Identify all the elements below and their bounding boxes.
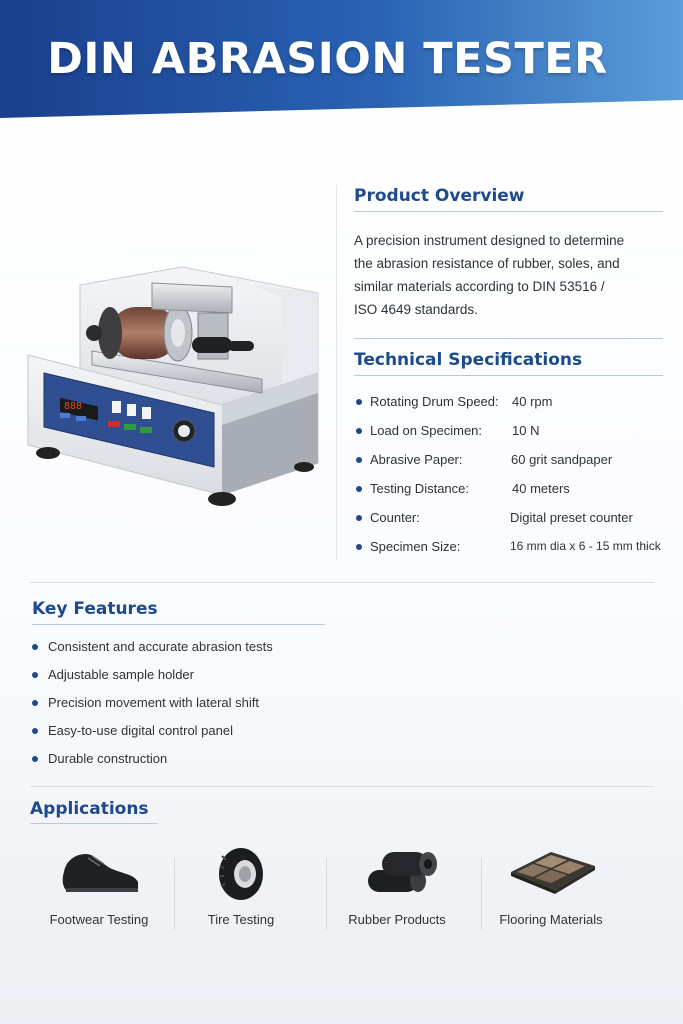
overview-line: similar materials according to DIN 53516 /	[354, 279, 605, 294]
section-divider	[30, 582, 654, 583]
application-flooring	[476, 842, 626, 942]
application-label: Flooring Materials	[499, 912, 603, 927]
spec-row	[356, 479, 671, 508]
header-banner	[0, 0, 683, 120]
bullet-icon	[32, 756, 38, 762]
spec-value: 10 N	[512, 423, 540, 438]
features-rule	[32, 624, 325, 625]
bullet-icon	[356, 457, 362, 463]
abrasion-tester-image	[22, 255, 328, 517]
overview-heading: Product Overview	[354, 186, 525, 206]
bullet-icon	[356, 428, 362, 434]
spec-row	[356, 537, 671, 566]
spec-row	[356, 450, 671, 479]
feature-text: Durable construction	[48, 751, 168, 766]
spec-value: Digital preset counter	[510, 510, 633, 525]
spec-value: 40 rpm	[512, 394, 553, 409]
spec-value: 60 grit sandpaper	[511, 452, 613, 467]
shoe-icon	[54, 842, 144, 902]
application-footwear	[24, 842, 174, 942]
spec-row	[356, 508, 671, 537]
specs-rule	[354, 375, 663, 376]
applications-rule	[30, 823, 158, 824]
tire-icon	[196, 842, 286, 902]
section-divider	[30, 786, 654, 787]
spec-value: 40 meters	[512, 481, 570, 496]
bullet-icon	[356, 486, 362, 492]
spec-label: Specimen Size:	[370, 539, 461, 554]
features-heading: Key Features	[32, 599, 158, 619]
bullet-icon	[32, 728, 38, 734]
page-title: DIN ABRASION TESTER	[47, 34, 608, 84]
feature-text: Easy-to-use digital control panel	[48, 723, 233, 738]
applications-heading: Applications	[30, 799, 149, 819]
bullet-icon	[356, 515, 362, 521]
application-label: Footwear Testing	[49, 912, 149, 927]
spec-label: Testing Distance:	[370, 481, 469, 496]
application-tire	[166, 842, 316, 942]
bullet-icon	[32, 644, 38, 650]
spec-label: Load on Specimen:	[370, 423, 483, 438]
overview-line: A precision instrument designed to determine	[354, 233, 625, 248]
spec-label: Counter:	[370, 510, 420, 525]
bullet-icon	[32, 700, 38, 706]
specs-heading: Technical Specifications	[354, 350, 583, 370]
floor-tile-icon	[501, 842, 601, 902]
feature-text: Consistent and accurate abrasion tests	[48, 639, 273, 654]
specs-list	[356, 392, 671, 566]
overview-line: ISO 4649 standards.	[354, 302, 478, 317]
application-label: Tire Testing	[207, 912, 275, 927]
spec-row	[356, 421, 671, 450]
overview-line: the abrasion resistance of rubber, soles, and	[354, 256, 620, 271]
spec-value: 16 mm dia x 6 - 15 mm thick	[510, 539, 661, 553]
svg-text:888: 888	[64, 401, 83, 412]
overview-description	[354, 229, 654, 321]
application-rubber	[322, 842, 472, 942]
spec-label: Abrasive Paper:	[370, 452, 463, 467]
spec-row	[356, 392, 671, 421]
overview-rule	[354, 211, 663, 212]
spec-label: Rotating Drum Speed:	[370, 394, 499, 409]
feature-text: Adjustable sample holder	[48, 667, 194, 682]
rubber-roll-icon	[352, 842, 442, 902]
overview-bottom-rule	[354, 338, 663, 339]
column-divider	[336, 185, 337, 560]
bullet-icon	[356, 544, 362, 550]
bullet-icon	[32, 672, 38, 678]
bullet-icon	[356, 399, 362, 405]
feature-text: Precision movement with lateral shift	[48, 695, 259, 710]
application-label: Rubber Products	[348, 912, 446, 927]
